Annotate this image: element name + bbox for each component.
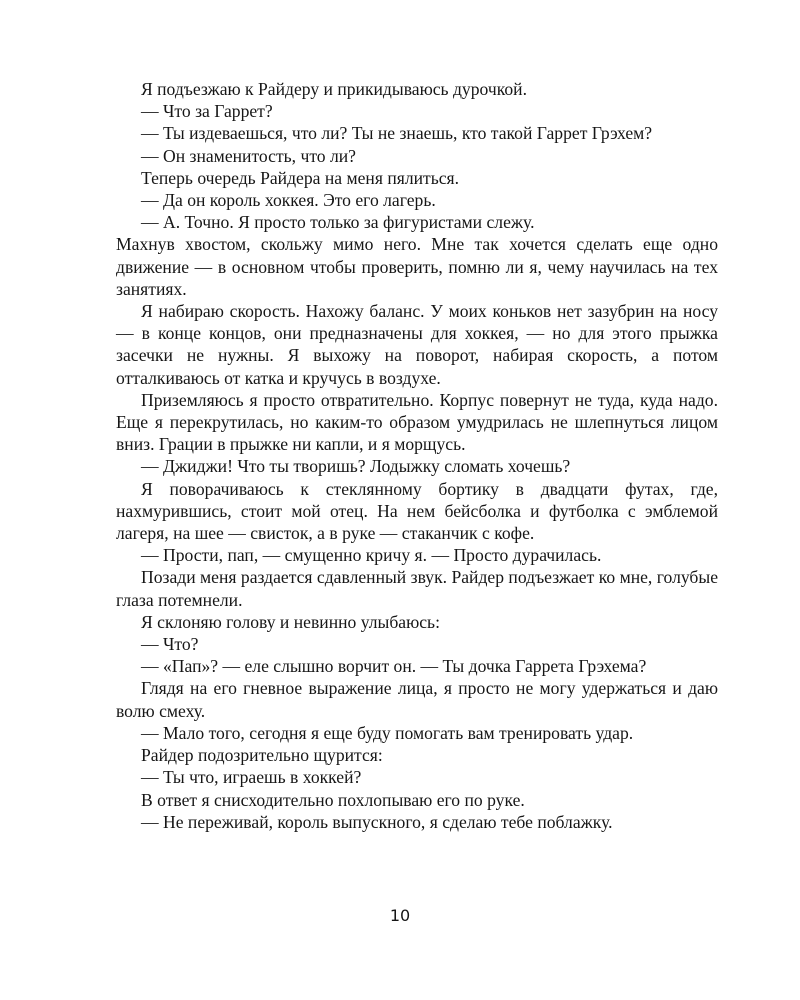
dialogue-line: — А. Точно. Я просто только за фигуристами слежу. <box>141 212 535 233</box>
paragraph: Позади меня раздается сдавленный звук. Райдер подъезжает ко мне, голубые глаза потемнели. <box>116 567 718 610</box>
paragraph: Я склоняю голову и невинно улыбаюсь: <box>141 611 440 632</box>
dialogue-line: — Джиджи! Что ты творишь? Лодыжку сломать хочешь? <box>141 456 571 477</box>
paragraph: В ответ я снисходительно похлопываю его по руке. <box>141 789 525 810</box>
dialogue-line: — Ты издеваешься, что ли? Ты не знаешь, кто такой Гаррет Грэхем? <box>141 123 653 144</box>
dialogue-line: — Что за Гаррет? <box>141 101 273 122</box>
page-number: 10 <box>389 906 411 925</box>
dialogue-line: — Не переживай, король выпускного, я сделаю тебе поблажку. <box>141 811 613 832</box>
paragraph: Райдер подозрительно щурится: <box>141 745 383 766</box>
dialogue-line: — «Пап»? — еле слышно ворчит он. — Ты дочка Гаррета Грэхема? <box>141 656 647 677</box>
dialogue-line: — Он знаменитость, что ли? <box>141 145 356 166</box>
dialogue-line: — Ты что, играешь в хоккей? <box>141 767 362 788</box>
dialogue-line: — Да он король хоккея. Это его лагерь. <box>141 190 436 211</box>
body-text <box>116 78 718 833</box>
paragraph: Я поворачиваюсь к стеклянному бортику в двадцати футах, где, нахмурившись, стоит мой отец. На нем бейсболка и футболка с эмблемой лагеря, на шее — свисток, а в руке — стаканчик с кофе. <box>116 478 718 544</box>
paragraph: Глядя на его гневное выражение лица, я просто не могу удержаться и даю волю смеху. <box>116 678 718 721</box>
dialogue-line: — Прости, пап, — смущенно кричу я. — Просто дурачилась. <box>141 545 602 566</box>
dialogue-line: — Что? <box>141 634 199 655</box>
paragraph: Приземляюсь я просто отвратительно. Корпус повернут не туда, куда надо. Еще я перекрутилась, но каким-то образом умудрилась не шлепнуться лицом вниз. Грации в прыжке ни капли, и я морщусь. <box>116 389 718 455</box>
dialogue-line: — Мало того, сегодня я еще буду помогать вам тренировать удар. <box>141 722 634 743</box>
paragraph: Теперь очередь Райдера на меня пялиться. <box>141 167 460 188</box>
paragraph: Махнув хвостом, скольжу мимо него. Мне так хочется сделать еще одно движение — в основном чтобы проверить, помню ли я, чему научилась на тех занятиях. <box>116 234 718 299</box>
paragraph: Я подъезжаю к Райдеру и прикидываюсь дурочкой. <box>141 79 527 99</box>
paragraph: Я набираю скорость. Нахожу баланс. У моих коньков нет зазубрин на носу — в конце концов, они предназначены для хоккея, — но для этого прыжка засечки не нужны. Я выхожу на поворот, набирая скорость, а потом отталкиваюсь от катка и кручусь в воздухе. <box>116 301 718 388</box>
